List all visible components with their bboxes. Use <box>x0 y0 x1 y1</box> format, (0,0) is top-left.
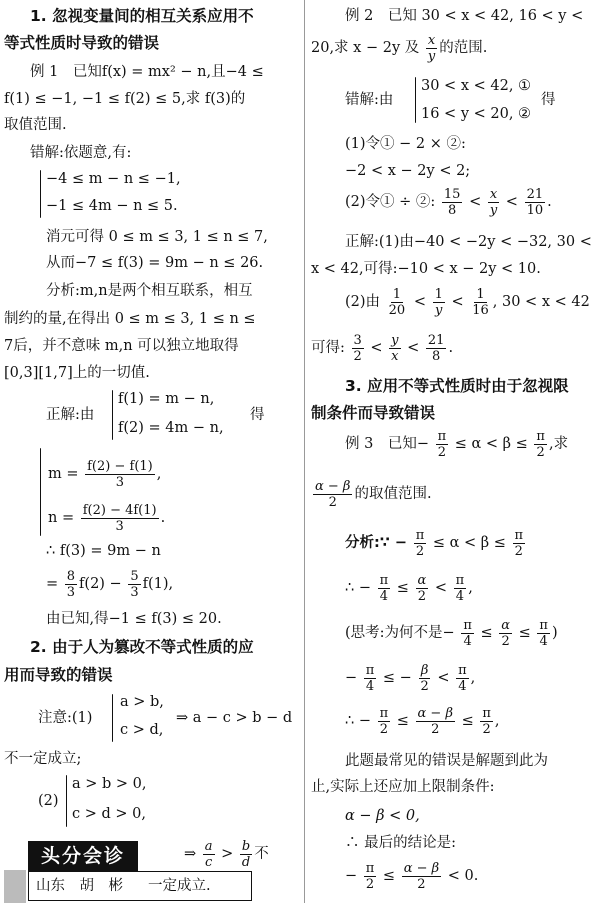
fraction: $\frac{a}{c}$ <box>204 838 213 870</box>
fraction: $\frac{\pi}{2}$ <box>415 527 425 559</box>
example-1-line1: 例 1 已知f(x) = mx² − n,且−4 ≤ <box>30 64 264 80</box>
fraction: $\frac{21}{8}$ <box>427 332 445 364</box>
section-2-heading-line1: 2. 由于人为篡改不等式性质的应 <box>30 638 254 656</box>
constraint: α − β < 0, <box>345 808 420 824</box>
f3-line1: ∴ f(3) = 9m − n <box>46 543 161 559</box>
fraction: $\frac{\alpha}{2}$ <box>501 617 511 649</box>
column-banner: 头分会诊 <box>28 841 138 871</box>
fraction: $\frac{y}{x}$ <box>391 332 399 364</box>
get-text: 得 <box>250 407 265 423</box>
decorative-bar <box>4 870 26 903</box>
m-equation: m = $\frac{f(2) - f(1)}{3}$ , <box>48 458 162 490</box>
system-2-eq2: f(2) = 4m − n, <box>118 420 224 436</box>
fraction: $\frac{\alpha - \beta}{2}$ <box>403 860 440 892</box>
wrong-solution-heading: 错解:依题意,有: <box>30 145 132 161</box>
fraction: $\frac{\pi}{4}$ <box>463 617 472 649</box>
analysis-line4: [0,3][1,7]上的一切值. <box>4 365 150 381</box>
established-text: 一定成立. <box>148 878 211 894</box>
analysis-line2: 制约的量,在得出 0 ≤ m ≤ 3, 1 ≤ n ≤ <box>4 311 256 327</box>
example-3-line1: 例 3 已知− $\frac{\pi}{2}$ ≤ α < β ≤ $\frac{\pi}{2}$ ,求 <box>345 428 569 460</box>
example-1-line3: 取值范围. <box>4 117 67 133</box>
paragraph-line2: 止,实际上还应加上限制条件: <box>311 779 495 795</box>
note-2-label: (2) <box>38 793 59 809</box>
example-2-line1: 例 2 已知 30 < x < 42, 16 < y < <box>345 8 584 24</box>
elimination-line2: 从而−7 ≤ f(3) = 9m − n ≤ 26. <box>46 255 264 271</box>
derived-line3: ∴ − $\frac{\pi}{2}$ ≤ $\frac{\alpha - \beta}{2}$ ≤ $\frac{\pi}{2}$ , <box>345 705 500 737</box>
system-brace <box>40 448 41 536</box>
wrong-solution-heading: 错解:由 <box>345 92 394 108</box>
fraction: $\frac{1}{16}$ <box>472 286 489 318</box>
fraction: $\frac{15}{8}$ <box>443 186 461 218</box>
fraction: $\frac{f(2) - 4f(1)}{3}$ <box>82 502 157 534</box>
fraction: $\frac{8}{3}$ <box>66 568 76 600</box>
analysis-line1: 分析:m,n是两个相互联系，相互 <box>46 283 253 299</box>
system-eq1: 30 < x < 42, ① <box>421 78 532 94</box>
paragraph-line1: 此题最常见的错误是解题到此为 <box>345 753 548 769</box>
fraction: $\frac{\pi}{4}$ <box>539 617 548 649</box>
column-divider <box>304 0 305 903</box>
note-2-result: ⇒ $\frac{a}{c}$ > $\frac{b}{d}$ 不 <box>184 838 269 870</box>
system-brace <box>66 775 67 827</box>
correct-solution-line3: (2)由 $\frac{1}{20}$ < $\frac{1}{y}$ < $\frac{1}{16}$ , 30 < x < 42 <box>345 286 590 318</box>
fraction: $\frac{\pi}{2}$ <box>379 705 389 737</box>
note-2-eq1: a > b > 0, <box>72 776 147 792</box>
fraction: $\frac{\pi}{2}$ <box>482 705 491 737</box>
system-brace <box>415 77 416 123</box>
fraction: $\frac{\alpha - \beta}{2}$ <box>417 705 453 737</box>
not-necessarily-true: 不一定成立; <box>4 751 82 767</box>
get-text: 得 <box>541 92 556 108</box>
fraction: $\frac{f(2) - f(1)}{3}$ <box>87 458 153 490</box>
n-equation: n = $\frac{f(2) - 4f(1)}{3}$ . <box>48 502 166 534</box>
correct-solution-line1: 正解:(1)由−40 < −2y < −32, 30 < <box>345 234 592 250</box>
analysis-line: 分析:∵ − $\frac{\pi}{2}$ ≤ α < β ≤ $\frac{\pi}{2}$ <box>345 527 524 559</box>
example-2-line2: 20,求 x − 2y 及 $\frac{x}{y}$ 的范围. <box>311 32 488 64</box>
case-2: (2)令① ÷ ②: $\frac{15}{8}$ < $\frac{x}{y}$ < $\frac{21}{10}$ . <box>345 186 552 218</box>
fraction: $\frac{21}{10}$ <box>526 186 544 218</box>
example-3-line2: $\frac{\alpha - \beta}{2}$ 的取值范围. <box>315 478 432 510</box>
system-1-eq2: −1 ≤ 4m − n ≤ 5. <box>46 198 178 214</box>
conclusion-heading: ∴ 最后的结论是: <box>345 835 456 851</box>
elimination-line1: 消元可得 0 ≤ m ≤ 3, 1 ≤ n ≤ 7, <box>46 229 268 245</box>
fraction: $\frac{5}{3}$ <box>130 568 139 600</box>
note-1-eq1: a > b, <box>120 694 164 710</box>
derived-line1: ∴ − $\frac{\pi}{4}$ ≤ $\frac{\alpha}{2}$ < $\frac{\pi}{4}$ , <box>345 572 473 604</box>
fraction: $\frac{\pi}{2}$ <box>514 527 524 559</box>
system-brace <box>40 170 41 218</box>
fraction: $\frac{\alpha}{2}$ <box>417 572 427 604</box>
note-label: 注意:(1) <box>38 710 93 726</box>
section-3-heading-line1: 3. 应用不等式性质时由于忽视限 <box>345 377 569 395</box>
section-1-heading-line1: 1. 忽视变量间的相互关系应用不 <box>30 7 254 25</box>
fraction: $\frac{\pi}{4}$ <box>455 572 465 604</box>
fraction: $\frac{\alpha - \beta}{2}$ <box>315 478 351 510</box>
fraction: $\frac{\pi}{2}$ <box>365 860 375 892</box>
system-brace <box>112 694 113 742</box>
correct-solution-line4: 可得: $\frac{3}{2}$ < $\frac{y}{x}$ < $\frac{21}{8}$ . <box>311 332 454 364</box>
section-2-heading-line2: 用而导致的错误 <box>4 666 113 684</box>
section-1-heading-line2: 等式性质时导致的错误 <box>4 34 160 52</box>
fraction: $\frac{\pi}{4}$ <box>365 662 375 694</box>
author: 山东 胡 彬 <box>36 878 123 894</box>
think-line: (思考:为何不是− $\frac{\pi}{4}$ ≤ $\frac{\alpha}{2}$ ≤ $\frac{\pi}{4}$ ) <box>345 617 558 649</box>
note-1-eq2: c > d, <box>120 722 164 738</box>
fraction: $\frac{\pi}{4}$ <box>458 662 467 694</box>
case-1-result: −2 < x − 2y < 2; <box>345 163 471 179</box>
note-1-result: ⇒ a − c > b − d <box>176 710 293 726</box>
fraction: $\frac{3}{2}$ <box>353 332 362 364</box>
fraction: $\frac{\pi}{4}$ <box>379 572 389 604</box>
system-brace <box>112 390 113 440</box>
fraction: $\frac{1}{20}$ <box>388 286 406 318</box>
example-1-line2: f(1) ≤ −1, −1 ≤ f(2) ≤ 5,求 f(3)的 <box>4 91 246 107</box>
fraction: $\frac{\beta}{2}$ <box>420 662 429 694</box>
note-2-eq2: c > d > 0, <box>72 806 146 822</box>
case-1: (1)令① − 2 × ②: <box>345 136 466 152</box>
fraction: $\frac{1}{y}$ <box>434 286 443 318</box>
fraction: $\frac{\pi}{2}$ <box>437 428 447 460</box>
fraction: $\frac{b}{d}$ <box>241 838 251 870</box>
fraction: $\frac{\pi}{2}$ <box>536 428 545 460</box>
analysis-line3: 7后，并不意味 m,n 可以独立地取得 <box>4 338 239 354</box>
final-result: − $\frac{\pi}{2}$ ≤ $\frac{\alpha - \beta}{2}$ < 0. <box>345 860 479 892</box>
correct-solution-heading: 正解:由 <box>46 407 95 423</box>
fraction: $\frac{x}{y}$ <box>489 186 498 218</box>
system-eq2: 16 < y < 20, ② <box>421 106 532 122</box>
system-2-eq1: f(1) = m − n, <box>118 391 215 407</box>
section-3-heading-line2: 制条件而导致错误 <box>311 404 436 422</box>
fraction: $\frac{x}{y}$ <box>427 32 436 64</box>
system-1-eq1: −4 ≤ m − n ≤ −1, <box>46 171 181 187</box>
derived-line2: − $\frac{\pi}{4}$ ≤ − $\frac{\beta}{2}$ < $\frac{\pi}{4}$ , <box>345 662 476 694</box>
f3-line2: = $\frac{8}{3}$ f(2) − $\frac{5}{3}$ f(1), <box>46 568 174 600</box>
known-result: 由已知,得−1 ≤ f(3) ≤ 20. <box>46 611 222 627</box>
correct-solution-line2: x < 42,可得:−10 < x − 2y < 10. <box>311 261 541 277</box>
